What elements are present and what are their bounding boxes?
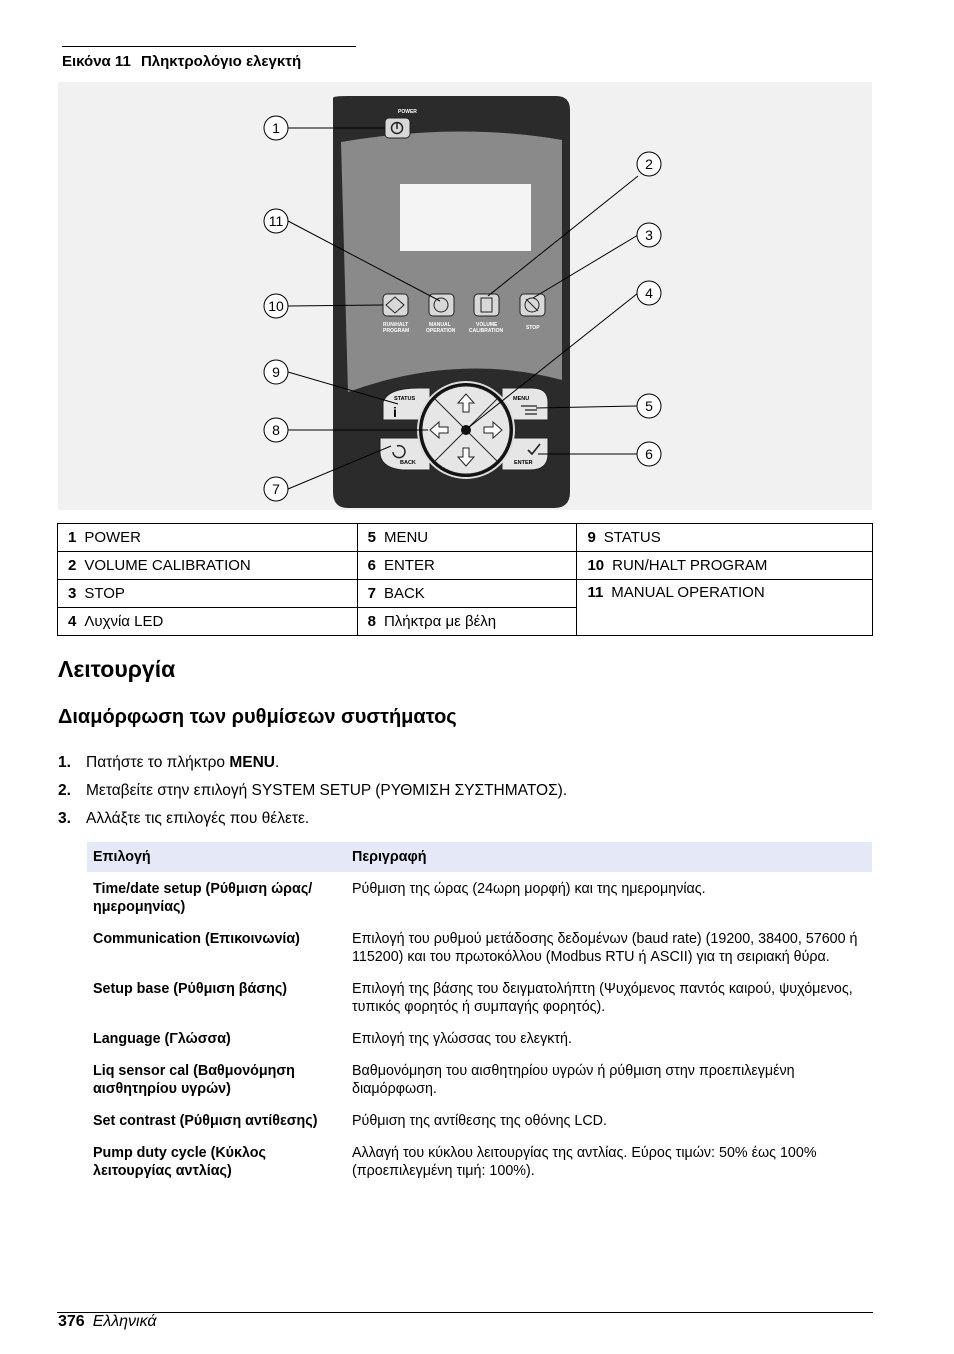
option-description: Ρύθμιση της ώρας (24ωρη μορφή) και της ημερομηνίας.	[352, 881, 706, 897]
callout-5-text: 5	[645, 398, 653, 414]
footer-language: Ελληνικά	[92, 1313, 157, 1330]
page-number: 376	[58, 1313, 85, 1330]
callout-4-text: 4	[645, 285, 653, 301]
footer-divider	[57, 1312, 873, 1313]
option-description: Ρύθμιση της αντίθεσης της οθόνης LCD.	[352, 1113, 607, 1129]
option-description: Επιλογή της γλώσσας του ελεγκτή.	[352, 1031, 572, 1047]
legend-cell: 5 MENU	[357, 524, 577, 552]
table-row	[87, 1136, 872, 1186]
legend-cell: 11 MANUAL OPERATION	[577, 580, 873, 636]
option-description: Αλλαγή του κύκλου λειτουργίας της αντλίας. Εύρος τιμών: 50% έως 100% (προεπιλεγμένη τιμή: 100%).	[352, 1145, 817, 1179]
table-row	[58, 580, 873, 608]
volume-label-1: VOLUME	[476, 322, 498, 328]
callout-1-text: 1	[272, 120, 280, 136]
status-icon: i	[393, 404, 397, 420]
table-row	[87, 1022, 872, 1054]
legend-cell: 2 VOLUME CALIBRATION	[58, 552, 358, 580]
option-name: Communication (Επικοινωνία)	[93, 931, 300, 947]
legend-table	[57, 523, 873, 636]
table-row	[87, 1054, 872, 1104]
option-name: Liq sensor cal (Βαθμονόμηση αισθητηρίου υγρών)	[93, 1063, 295, 1097]
list-item: 1. Πατήστε το πλήκτρο MENU.	[58, 754, 280, 771]
callout-3-text: 3	[645, 227, 653, 243]
option-description: Βαθμονόμηση του αισθητηρίου υγρών ή ρύθμιση στην προεπιλεγμένη διαμόρφωση.	[352, 1063, 795, 1097]
callout-9-text: 9	[272, 364, 280, 380]
option-name: Pump duty cycle (Κύκλος λειτουργίας αντλίας)	[93, 1145, 266, 1179]
callout-8-text: 8	[272, 422, 280, 438]
callout-7-text: 7	[272, 481, 280, 497]
legend-cell: 3 STOP	[58, 580, 358, 608]
power-key-label: POWER	[398, 109, 417, 115]
legend-cell: 9 STATUS	[577, 524, 873, 552]
option-name: Time/date setup (Ρύθμιση ώρας/ημερομηνίας)	[93, 881, 313, 915]
figure-caption	[62, 46, 356, 70]
runhalt-label-2: PROGRAM	[383, 328, 410, 334]
legend-cell: 1 POWER	[58, 524, 358, 552]
list-item: 3. Αλλάξτε τις επιλογές που θέλετε.	[58, 810, 310, 827]
legend-cell: 8 Πλήκτρα με βέλη	[357, 608, 577, 636]
volume-label-2: CALIBRATION	[469, 328, 504, 334]
option-description: Επιλογή του ρυθμού μετάδοσης δεδομένων (baud rate) (19200, 38400, 57600 ή 115200) και του πρωτοκόλλου (Modbus RTU ή ASCII) για τη σειριακή θύρα.	[352, 931, 858, 965]
keypad-figure	[58, 82, 872, 510]
table-header-row	[87, 842, 872, 872]
legend-cell: 4 Λυχνία LED	[58, 608, 358, 636]
figure-number: Εικόνα 11	[62, 53, 131, 70]
option-name: Set contrast (Ρύθμιση αντίθεσης)	[93, 1113, 318, 1129]
option-name: Setup base (Ρύθμιση βάσης)	[93, 981, 288, 997]
enter-label: ENTER	[514, 460, 533, 466]
section-title: Λειτουργία	[58, 656, 176, 682]
menu-label: MENU	[513, 396, 530, 402]
legend-cell: 10 RUN/HALT PROGRAM	[577, 552, 873, 580]
callout-2-text: 2	[645, 156, 653, 172]
stop-label: STOP	[526, 325, 540, 331]
option-name: Language (Γλώσσα)	[93, 1031, 231, 1047]
manual-label-1: MANUAL	[429, 322, 451, 328]
volume-key	[474, 294, 499, 316]
page-footer	[58, 1313, 157, 1331]
runhalt-label-1: RUN/HALT	[383, 322, 409, 328]
table-row	[58, 524, 873, 552]
faceplate	[341, 131, 562, 392]
status-label: STATUS	[394, 396, 416, 402]
option-description: Επιλογή της βάσης του δειγματολήπτη (Ψυχόμενος παντός καιρού, ψυχόμενος, τυπικός φορητός ή συμπαγής φορητός).	[352, 981, 853, 1015]
table-row	[87, 922, 872, 972]
legend-cell: 7 BACK	[357, 580, 577, 608]
table-row	[58, 552, 873, 580]
legend-cell: 6 ENTER	[357, 552, 577, 580]
list-item: 2. Μεταβείτε στην επιλογή SYSTEM SETUP (ΡΥΘΜΙΣΗ ΣΥΣΤΗΜΑΤΟΣ).	[58, 782, 568, 799]
callout-10-text: 10	[268, 298, 284, 314]
back-label: BACK	[400, 460, 416, 466]
callout-11-text: 11	[268, 213, 284, 229]
keypad-illustration	[58, 82, 872, 510]
table-row	[87, 972, 872, 1022]
options-table	[87, 842, 872, 1186]
callout-6-text: 6	[645, 446, 653, 462]
lcd-display	[400, 184, 531, 251]
header-option: Επιλογή	[87, 842, 346, 872]
table-row	[87, 872, 872, 922]
figure-title: Πληκτρολόγιο ελεγκτή	[140, 53, 302, 70]
subsection-title: Διαμόρφωση των ρυθμίσεων συστήματος	[58, 706, 457, 728]
manual-label-2: OPERATION	[426, 328, 456, 334]
header-description: Περιγραφή	[346, 842, 872, 872]
table-row	[87, 1104, 872, 1136]
